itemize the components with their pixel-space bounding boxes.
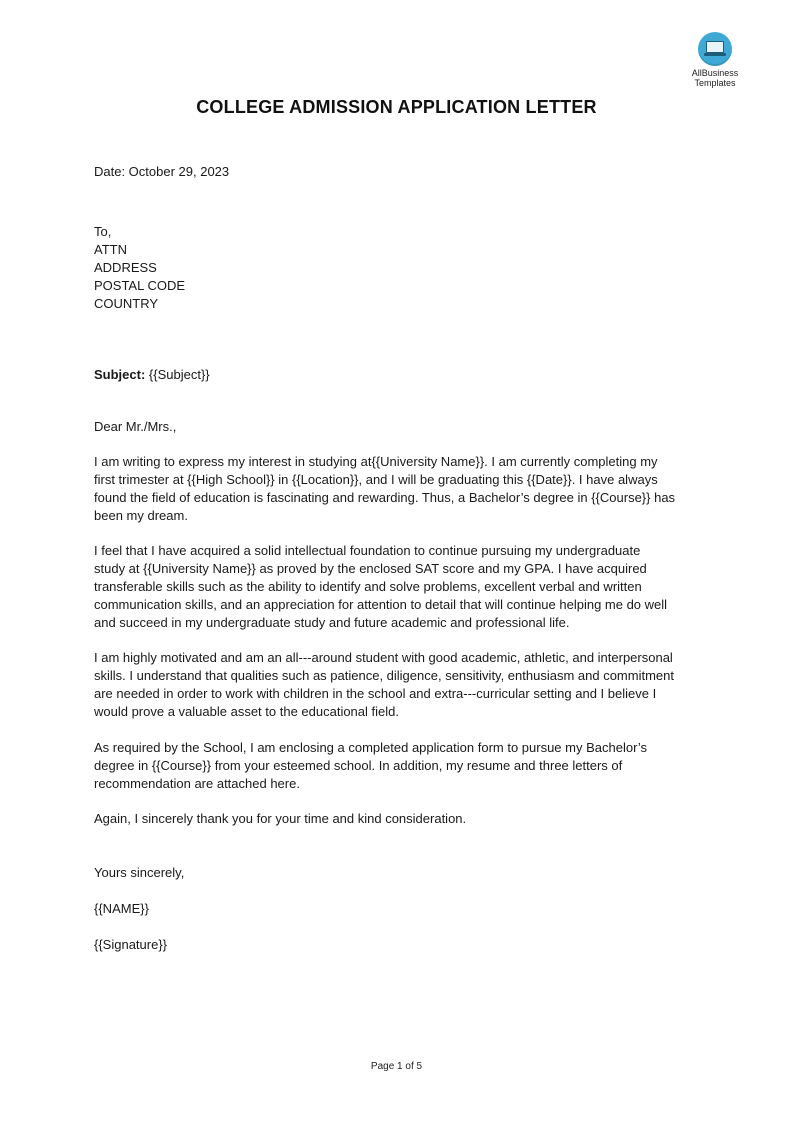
address-line: ATTN	[94, 242, 127, 257]
address-line: POSTAL CODE	[94, 278, 186, 293]
paragraph-line: first trimester at {{High School}} in {{Location}}, and I will be graduating this {{Date}}. I have always	[94, 472, 658, 487]
subject-value: {{Subject}}	[145, 367, 210, 382]
logo-line-1: AllBusiness	[691, 68, 739, 78]
paragraph-5	[94, 810, 704, 828]
paragraph-line: I feel that I have acquired a solid intellectual foundation to continue pursuing my undergraduate	[94, 543, 641, 558]
paragraph-line: communication skills, and an appreciation for attention to detail that will continue helping me do well	[94, 597, 668, 612]
logo-line-2: Templates	[694, 78, 736, 88]
paragraph-line: transferable skills such as the ability to identify and solve problems, excellent verbal and written	[94, 579, 642, 594]
paragraph-line: As required by the School, I am enclosing a completed application form to pursue my Bachelor’s	[94, 740, 648, 755]
document-title: COLLEGE ADMISSION APPLICATION LETTER	[196, 97, 597, 117]
paragraph-line: study at {{University Name}} as proved by the enclosed SAT score and my GPA. I have acquired	[94, 561, 647, 576]
paragraph-2	[94, 542, 704, 632]
subject-line	[94, 366, 704, 384]
salutation: Dear Mr./Mrs.,	[94, 419, 177, 434]
recipient-address	[94, 223, 704, 313]
sender-name: {{NAME}}	[94, 901, 149, 916]
paragraph-line: skills. I understand that qualities such as patience, diligence, sensitivity, enthusiasm and commitment	[94, 668, 674, 683]
sender-signature: {{Signature}}	[94, 937, 168, 952]
paragraph-line: found the field of education is fascinating and rewarding. Thus, a Bachelor’s degree in {{Course}} has	[94, 490, 676, 505]
paragraph-line: are needed in order to work with children in the school and extra---curricular setting and I believe I	[94, 686, 657, 701]
paragraph-line: I am highly motivated and am an all---around student with good academic, athletic, and interpersonal	[94, 650, 673, 665]
complimentary-close: Yours sincerely,	[94, 865, 185, 880]
paragraph-line: would prove a valuable asset to the educational field.	[94, 704, 399, 719]
paragraph-line: I am writing to express my interest in studying at{{University Name}}. I am currently completing my	[94, 454, 658, 469]
paragraph-1	[94, 453, 704, 525]
letter-date: Date: October 29, 2023	[94, 164, 230, 179]
address-line: ADDRESS	[94, 260, 157, 275]
paragraph-line: recommendation are attached here.	[94, 776, 300, 791]
address-line: To,	[94, 224, 112, 239]
paragraph-line: degree in {{Course}} from your esteemed school. In addition, my resume and three letters of	[94, 758, 623, 773]
paragraph-line: Again, I sincerely thank you for your time and kind consideration.	[94, 811, 467, 826]
laptop-icon	[698, 32, 732, 66]
address-line: COUNTRY	[94, 296, 159, 311]
subject-label: Subject:	[94, 367, 146, 382]
allbusiness-logo	[680, 32, 750, 88]
page-number: Page 1 of 5	[370, 1061, 423, 1072]
logo-text	[680, 68, 750, 88]
paragraph-line: and succeed in my undergraduate study and future academic and professional life.	[94, 615, 570, 630]
paragraph-4	[94, 739, 704, 793]
paragraph-line: been my dream.	[94, 508, 188, 523]
paragraph-3	[94, 649, 704, 721]
